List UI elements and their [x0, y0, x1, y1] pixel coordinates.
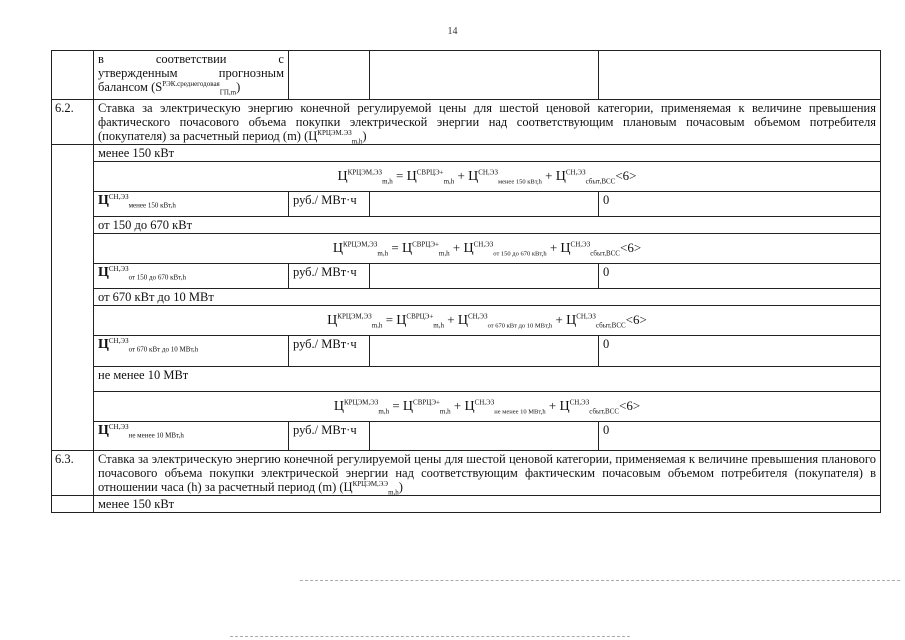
balance-description: в соответствии с утвержденным прогнозным балансом $(S^{РЭК.среднегодовая}_{ГП,m})$: [94, 51, 289, 100]
section-number: 6.2.: [52, 100, 94, 145]
formula: $Ц^{КРЦЭМ,ЭЗ}_{m,h} = Ц^{СВРЦЭ+}_{m,h} + Ц^{СН,ЭЗ}_{от 150 до 670 кВт,h} + Ц^{СН,ЭЗ}_{сбыт,ВСС}<6>$: [94, 234, 881, 264]
value: 0: [599, 422, 881, 451]
rate-symbol: $Ц^{СН,ЭЗ}_{не менее 10 МВт,h}$: [94, 422, 289, 451]
band-label-row: [52, 496, 881, 513]
formula: $Ц^{КРЦЭМ,ЭЗ}_{m,h} = Ц^{СВРЦЭ+}_{m,h} + Ц^{СН,ЭЗ}_{менее 150 кВт,h} + Ц^{СН,ЭЗ}_{сбыт,ВСС}<6>$: [94, 162, 881, 192]
unit: руб./ МВт·ч: [289, 264, 370, 289]
band-label-row: [52, 367, 881, 392]
formula-row: [52, 392, 881, 422]
table-row: [52, 51, 881, 100]
section-row: [52, 100, 881, 145]
rate-symbol: $Ц^{СН,ЭЗ}_{менее 150 кВт,h}$: [94, 192, 289, 217]
section-row: [52, 451, 881, 496]
band-label-row: [52, 289, 881, 306]
cell-empty: [289, 51, 370, 100]
tariff-table: [51, 50, 881, 513]
scan-artifact-line: [300, 580, 900, 581]
rate-symbol: $Ц^{СН,ЭЗ}_{от 150 до 670 кВт,h}$: [94, 264, 289, 289]
section-description: Ставка за электрическую энергию конечной регулируемой цены для шестой ценовой категории, применяемая к величине превышения планового почасового объема покупки электрической энергии над соответствующим фактическим почасовым объемом потребителя (покупателя) в отношении часа (h) за расчетный период (m) $(Ц^{КРЦЭМ,ЭЭ}_{m,h})$: [94, 451, 881, 496]
cell-empty: [370, 51, 599, 100]
cell-empty: [370, 422, 599, 451]
cell-empty: [370, 264, 599, 289]
band-label: менее 150 кВт: [94, 145, 881, 162]
unit: руб./ МВт·ч: [289, 192, 370, 217]
cell-empty: [599, 51, 881, 100]
cell-empty: [52, 51, 94, 100]
value: 0: [599, 336, 881, 367]
band-label-row: [52, 145, 881, 162]
band-label-row: [52, 217, 881, 234]
section-description: Ставка за электрическую энергию конечной регулируемой цены для шестой ценовой категории, применяемая к величине превышения фактического почасового объема покупки электрической энергии над соответствующим плановым почасовым объемом потребителя (покупателя) за расчетный период (m) $(Ц^{КРЦЭМ.ЭЗ}_{m,h})$: [94, 100, 881, 145]
formula-row: [52, 306, 881, 336]
value: 0: [599, 192, 881, 217]
formula-row: [52, 162, 881, 192]
cell-empty: [370, 336, 599, 367]
band-label: не менее 10 МВт: [94, 367, 881, 392]
unit: руб./ МВт·ч: [289, 422, 370, 451]
table-row: [52, 336, 881, 367]
scan-artifact-line: [230, 636, 630, 637]
table-row: [52, 192, 881, 217]
band-label: менее 150 кВт: [94, 496, 881, 513]
table-row: [52, 422, 881, 451]
unit: руб./ МВт·ч: [289, 336, 370, 367]
page-number: 14: [447, 26, 458, 37]
section-number: 6.3.: [52, 451, 94, 496]
formula: $Ц^{КРЦЭМ,ЭЗ}_{m,h} = Ц^{СВРЦЭ+}_{m,h} + Ц^{СН,ЭЗ}_{от 670 кВт до 10 МВт,h} + Ц^{СН,ЭЗ}_{сбыт,ВСС}<6>$: [94, 306, 881, 336]
cell-empty: [370, 192, 599, 217]
band-label: от 670 кВт до 10 МВт: [94, 289, 881, 306]
cell-empty: [52, 145, 94, 451]
value: 0: [599, 264, 881, 289]
formula: $Ц^{КРЦЭМ,ЭЗ}_{m,h} = Ц^{СВРЦЭ+}_{m,h} + Ц^{СН,ЭЗ}_{не менее 10 МВт,h} + Ц^{СН,ЭЗ}_{сбыт,ВСС}<6>$: [94, 392, 881, 422]
cell-empty: [52, 496, 94, 513]
rate-symbol: $Ц^{СН,ЭЗ}_{от 670 кВт до 10 МВт,h}$: [94, 336, 289, 367]
band-label: от 150 до 670 кВт: [94, 217, 881, 234]
table-row: [52, 264, 881, 289]
formula-row: [52, 234, 881, 264]
